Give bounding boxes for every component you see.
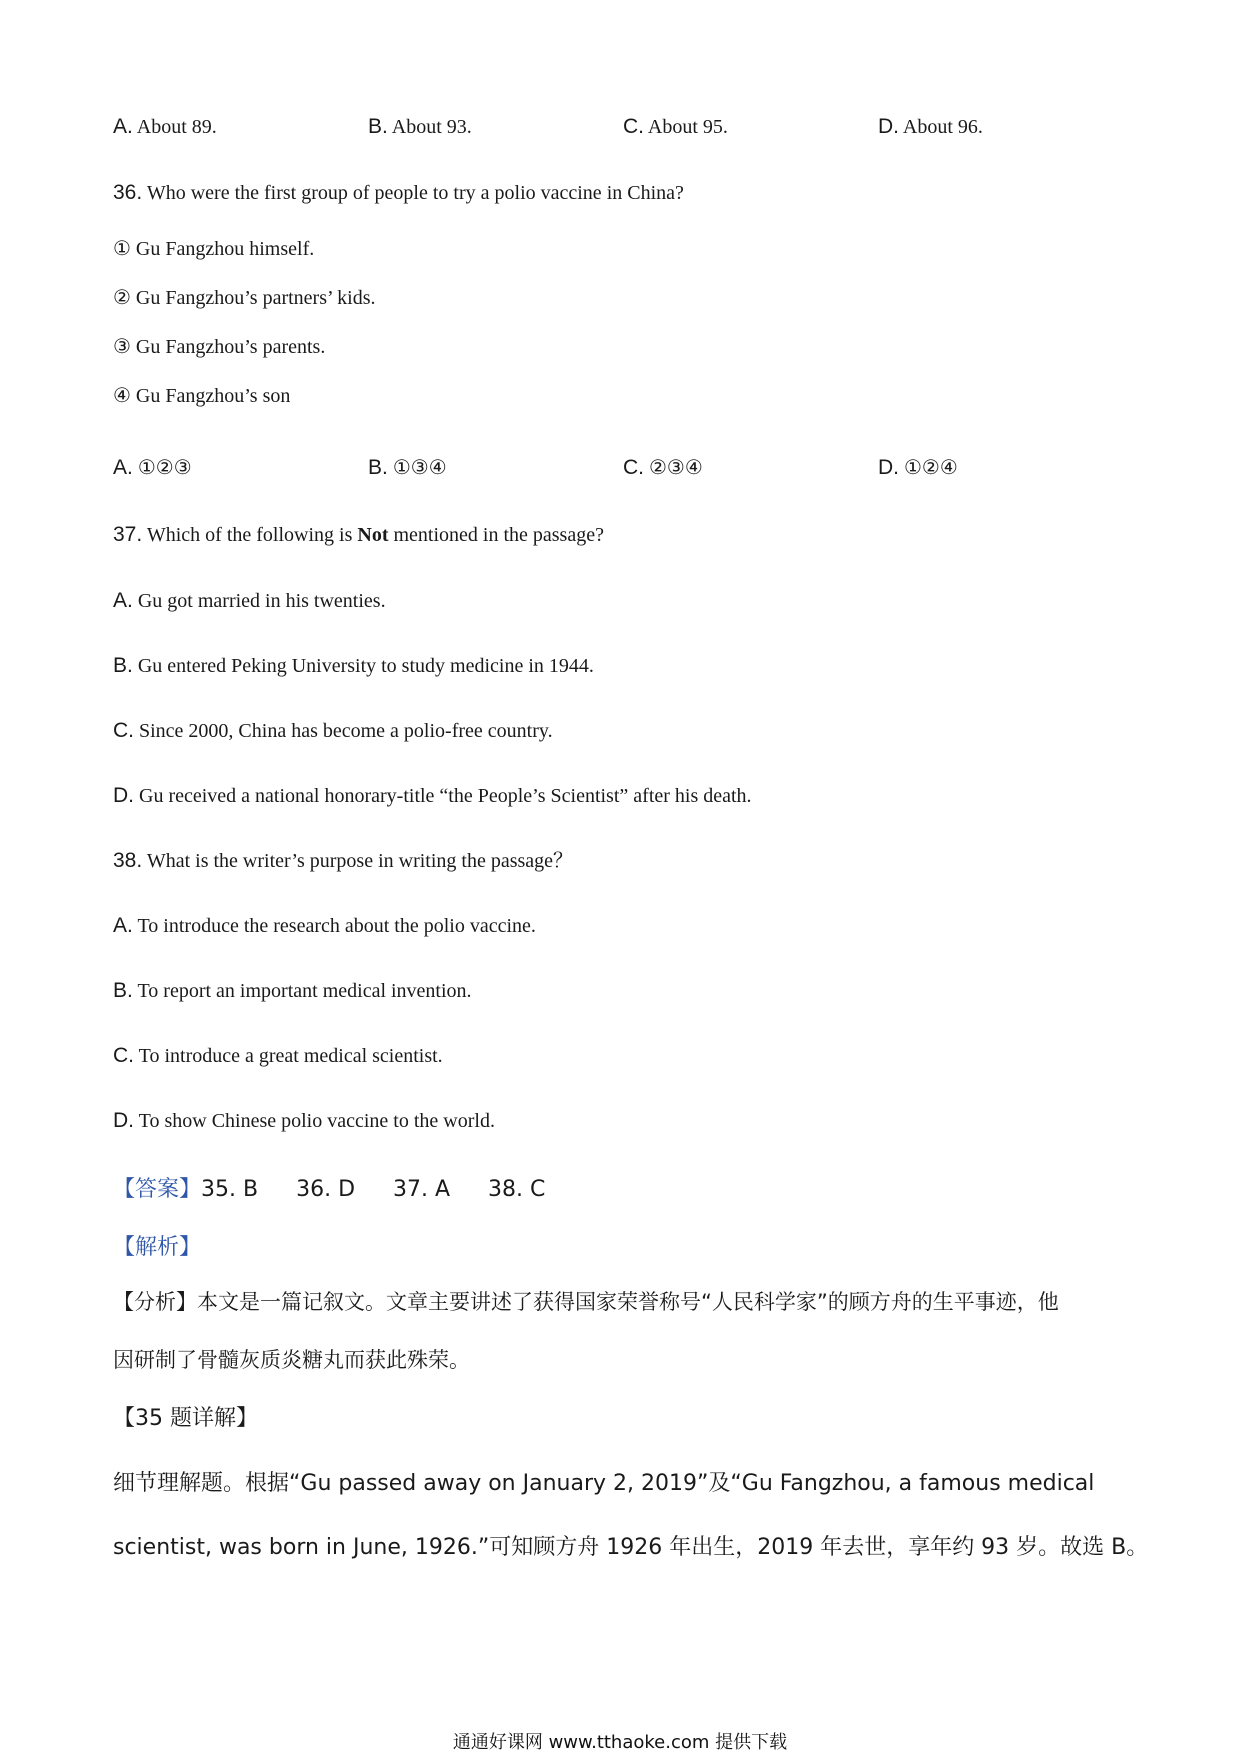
q38-question: 38. What is the writer’s purpose in writing the passage？ [113,849,574,872]
q37-option-a: A. Gu got married in his twenties. [113,589,386,612]
q36-question: 36. Who were the first group of people to try a polio vaccine in China? [113,181,684,204]
q36-item-2: ② Gu Fangzhou’s partners’ kids. [113,287,376,309]
q36-options [113,455,1133,483]
q36-option-c: C. ②③④ [623,456,703,479]
q38-option-c: C. To introduce a great medical scientist. [113,1044,443,1067]
answer-35: 35. B [201,1177,259,1202]
q37-option-b: B. Gu entered Peking University to study medicine in 1944. [113,654,594,677]
analysis-line-2: 因研制了骨髓灰质炎糖丸而获此殊荣。 [113,1348,470,1372]
q36-option-d: D. ①②④ [878,456,958,479]
q37-question: 37. Which of the following is Not mentioned in the passage? [113,523,604,546]
q35-option-d: D. About 96. [878,115,983,138]
q36-item-3: ③ Gu Fangzhou’s parents. [113,336,326,358]
answer-37: 37. A [393,1177,451,1202]
answer-key [113,1172,545,1203]
detail35-line-2: scientist, was born in June, 1926.”可知顾方舟 1926 年出生，2019 年去世，享年约 93 岁。故选 B。 [113,1535,1149,1560]
q38-option-a: A. To introduce the research about the polio vaccine. [113,914,536,937]
q35-option-a: A. About 89. [113,115,217,138]
q35-options [113,115,1133,143]
detail35-heading: 【35 题详解】 [113,1406,258,1431]
q36-item-1: ① Gu Fangzhou himself. [113,238,315,260]
q35-option-c: C. About 95. [623,115,728,138]
answer-38: 38. C [488,1177,546,1202]
q37-option-d: D. Gu received a national honorary-title “the People’s Scientist” after his death. [113,784,752,807]
analysis-line-1: 【分析】本文是一篇记叙文。文章主要讲述了获得国家荣誉称号“人民科学家”的顾方舟的生平事迹，他 [113,1290,1059,1314]
q36-option-a: A. ①②③ [113,456,192,479]
q38-option-b: B. To report an important medical invention. [113,979,472,1002]
q36-item-4: ④ Gu Fangzhou’s son [113,385,291,407]
answer-tag: 【答案】 [113,1177,202,1202]
detail35-line-1: 细节理解题。根据“Gu passed away on January 2, 2019”及“Gu Fangzhou, a famous medical [113,1471,1095,1496]
answer-36: 36. D [296,1177,356,1202]
q37-option-c: C. Since 2000, China has become a polio-free country. [113,719,553,742]
q38-option-d: D. To show Chinese polio vaccine to the world. [113,1109,495,1132]
explanation-heading: 【解析】 [113,1235,202,1260]
q35-option-b: B. About 93. [368,115,472,138]
q36-option-b: B. ①③④ [368,456,447,479]
footer-source: 通通好课网 www.tthaoke.com 提供下载 [452,1732,788,1753]
